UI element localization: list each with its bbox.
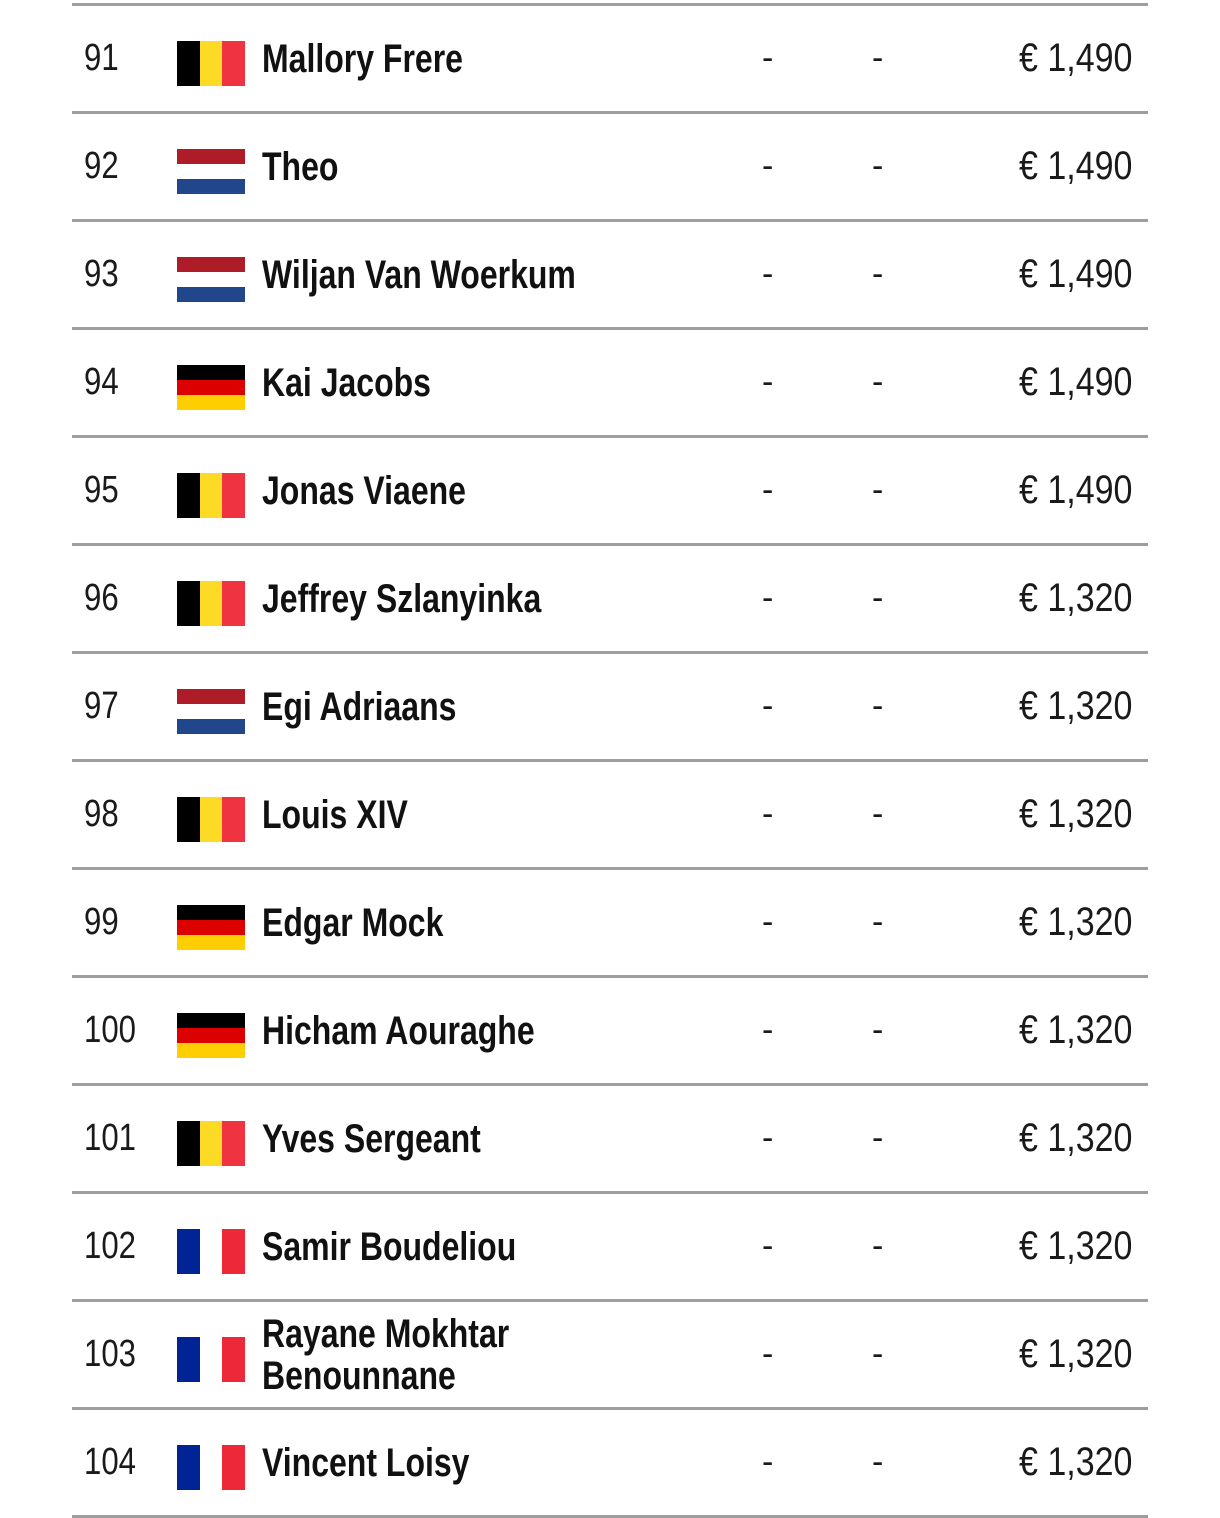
prize-amount: € 1,490 xyxy=(1018,360,1132,404)
table-row[interactable] xyxy=(72,1410,1148,1518)
table-row[interactable] xyxy=(72,114,1148,222)
rank-cell: 104 xyxy=(84,1441,136,1483)
flag-icon xyxy=(177,1229,245,1274)
stat-cell: - xyxy=(872,1011,884,1049)
stat-cell: - xyxy=(762,471,774,509)
table-row[interactable] xyxy=(72,1302,1148,1410)
stat-cell: - xyxy=(872,687,884,725)
stat-cell: - xyxy=(762,1443,774,1481)
rank-cell: 100 xyxy=(84,1009,136,1051)
flag-icon xyxy=(177,581,245,626)
flag-icon xyxy=(177,149,245,194)
stat-cell: - xyxy=(762,579,774,617)
stat-cell: - xyxy=(872,903,884,941)
prize-amount: € 1,490 xyxy=(1018,36,1132,80)
player-name[interactable]: Mallory Frere xyxy=(262,36,463,81)
table-row[interactable] xyxy=(72,978,1148,1086)
player-name[interactable]: Kai Jacobs xyxy=(262,360,431,405)
rank-cell: 97 xyxy=(84,685,119,727)
stat-cell: - xyxy=(872,39,884,77)
stat-cell: - xyxy=(762,903,774,941)
stat-cell: - xyxy=(872,363,884,401)
flag-icon xyxy=(177,1337,245,1382)
flag-icon xyxy=(177,41,245,86)
stat-cell: - xyxy=(872,1227,884,1265)
player-name[interactable]: Hicham Aouraghe xyxy=(262,1008,535,1053)
prize-amount: € 1,320 xyxy=(1018,576,1132,620)
stat-cell: - xyxy=(762,1119,774,1157)
flag-icon xyxy=(177,365,245,410)
flag-icon xyxy=(177,257,245,302)
table-row[interactable] xyxy=(72,870,1148,978)
player-name[interactable]: Yves Sergeant xyxy=(262,1116,481,1161)
stat-cell: - xyxy=(872,795,884,833)
rank-cell: 103 xyxy=(84,1333,136,1375)
prize-amount: € 1,320 xyxy=(1018,900,1132,944)
stat-cell: - xyxy=(762,1335,774,1373)
rank-cell: 95 xyxy=(84,469,119,511)
results-table xyxy=(72,3,1148,1518)
player-name[interactable]: Jonas Viaene xyxy=(262,468,466,513)
player-name[interactable]: Egi Adriaans xyxy=(262,684,457,729)
rank-cell: 94 xyxy=(84,361,119,403)
prize-amount: € 1,320 xyxy=(1018,792,1132,836)
prize-amount: € 1,320 xyxy=(1018,684,1132,728)
rank-cell: 98 xyxy=(84,793,119,835)
stat-cell: - xyxy=(872,579,884,617)
stat-cell: - xyxy=(872,147,884,185)
flag-icon xyxy=(177,905,245,950)
prize-amount: € 1,490 xyxy=(1018,468,1132,512)
rank-cell: 92 xyxy=(84,145,119,187)
flag-icon xyxy=(177,473,245,518)
prize-amount: € 1,320 xyxy=(1018,1224,1132,1268)
table-row[interactable] xyxy=(72,762,1148,870)
flag-icon xyxy=(177,1445,245,1490)
flag-icon xyxy=(177,1013,245,1058)
rank-cell: 91 xyxy=(84,37,119,79)
prize-amount: € 1,320 xyxy=(1018,1440,1132,1484)
stat-cell: - xyxy=(762,795,774,833)
stat-cell: - xyxy=(762,687,774,725)
stat-cell: - xyxy=(872,255,884,293)
flag-icon xyxy=(177,689,245,734)
player-name[interactable]: Samir Boudeliou xyxy=(262,1224,517,1269)
player-name[interactable]: Jeffrey Szlanyinka xyxy=(262,576,542,621)
player-name[interactable]: Theo xyxy=(262,144,339,189)
stat-cell: - xyxy=(762,255,774,293)
table-row[interactable] xyxy=(72,1086,1148,1194)
table-row[interactable] xyxy=(72,6,1148,114)
flag-icon xyxy=(177,797,245,842)
rank-cell: 93 xyxy=(84,253,119,295)
stat-cell: - xyxy=(762,1011,774,1049)
table-row[interactable] xyxy=(72,1194,1148,1302)
rank-cell: 101 xyxy=(84,1117,136,1159)
prize-amount: € 1,320 xyxy=(1018,1008,1132,1052)
stat-cell: - xyxy=(762,147,774,185)
stat-cell: - xyxy=(872,1335,884,1373)
prize-amount: € 1,320 xyxy=(1018,1332,1132,1376)
table-row[interactable] xyxy=(72,546,1148,654)
table-row[interactable] xyxy=(72,330,1148,438)
player-name[interactable]: Wiljan Van Woerkum xyxy=(262,252,576,297)
player-name[interactable]: Vincent Loisy xyxy=(262,1440,470,1485)
stat-cell: - xyxy=(872,471,884,509)
stat-cell: - xyxy=(762,39,774,77)
stat-cell: - xyxy=(762,363,774,401)
player-name[interactable]: Rayane Mokhtar Benounnane xyxy=(262,1311,510,1398)
table-row[interactable] xyxy=(72,654,1148,762)
stat-cell: - xyxy=(762,1227,774,1265)
prize-amount: € 1,490 xyxy=(1018,144,1132,188)
table-row[interactable] xyxy=(72,222,1148,330)
flag-icon xyxy=(177,1121,245,1166)
stat-cell: - xyxy=(872,1443,884,1481)
player-name[interactable]: Louis XIV xyxy=(262,792,408,837)
player-name[interactable]: Edgar Mock xyxy=(262,900,444,945)
prize-amount: € 1,490 xyxy=(1018,252,1132,296)
rank-cell: 96 xyxy=(84,577,119,619)
stat-cell: - xyxy=(872,1119,884,1157)
rank-cell: 102 xyxy=(84,1225,136,1267)
prize-amount: € 1,320 xyxy=(1018,1116,1132,1160)
table-row[interactable] xyxy=(72,438,1148,546)
rank-cell: 99 xyxy=(84,901,119,943)
